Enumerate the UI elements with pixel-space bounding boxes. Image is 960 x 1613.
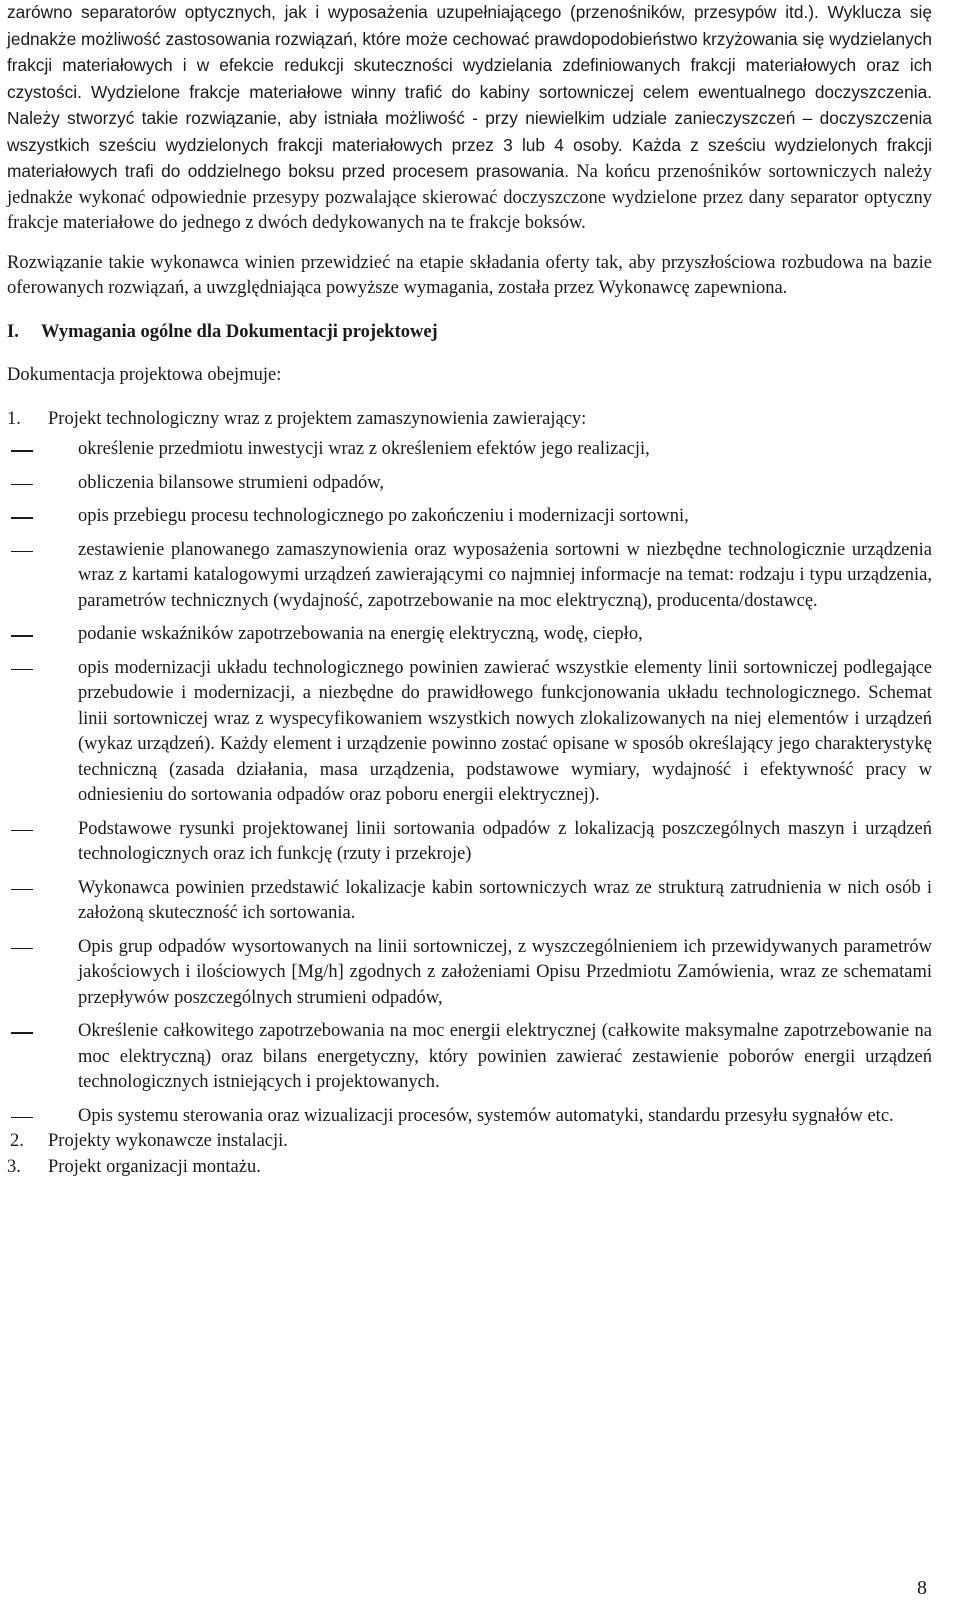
paragraph-2: Rozwiązanie takie wykonawca winien przewidzieć na etapie składania oferty tak, aby przyszłościowa rozbudowa na bazie oferowanych rozwiązań, a uwzględniająca powyższe wymagania, została przez Wykonawcę zapewniona. <box>7 252 932 298</box>
bullet-item <box>7 437 932 463</box>
section-heading-number: I. <box>7 321 19 342</box>
bullet-item <box>7 656 932 809</box>
bullet-text: obliczenia bilansowe strumieni odpadów, <box>78 472 385 493</box>
page-number: 8 <box>917 1577 927 1599</box>
bullet-text: opis modernizacji układu technologicznego powinien zawierać wszystkie elementy linii sortowniczej podlegające przebudowie i modernizacji, a niezbędne do prawidłowego funkcjonowania układu technologicznego. Schemat linii sortowniczej wraz z wyspecyfikowaniem wszystkich nowych zlokalizowanych na niej elementów i urządzeń (wykaz urządzeń). Każdy element i urządzenie powinno zostać opisane w sposób określający jego charakterystykę techniczną (zasada działania, masa urządzenia, podstawowe wymiary, wydajność i efektywność pracy w odniesieniu do sortowania odpadów oraz poboru energii elektrycznej). <box>78 657 932 805</box>
intro-paragraph <box>7 0 932 237</box>
section-heading <box>7 320 932 346</box>
bullet-text: podanie wskaźników zapotrzebowania na energię elektryczną, wodę, ciepło, <box>78 624 643 644</box>
list-item-2 <box>10 1129 932 1155</box>
list-item-text: Projekty wykonawcze instalacji. <box>48 1131 288 1151</box>
bullet-text: zestawienie planowanego zamaszynowienia oraz wyposażenia sortowni w niezbędne technologicznie urządzenia wraz z kartami katalogowymi urządzeń zawierającymi co najmniej informacje na temat: rodzaju i typu urządzenia, parametrów technicznych (wydajność, zapotrzebowanie na moc elektryczną), producenta/dostawcę. <box>78 539 932 611</box>
bullet-item <box>7 622 932 648</box>
bullet-item <box>7 471 932 497</box>
dash-bullet-icon <box>11 1032 33 1034</box>
dash-bullet-icon <box>11 517 33 519</box>
dash-bullet-icon <box>11 450 33 452</box>
list-item-1 <box>7 407 932 433</box>
dash-bullet-icon <box>11 484 33 486</box>
bullet-text: Opis grup odpadów wysortowanych na linii sortowniczej, z wyszczególnieniem ich przewidywanych parametrów jakościowych i ilościowych [Mg/h] zgodnych z założeniami Opisu Przedmiotu Zamówienia, wraz ze schematami przepływów poszczególnych strumieni odpadów, <box>78 936 932 1008</box>
section-heading-title: Wymagania ogólne dla Dokumentacji projektowej <box>41 321 438 342</box>
list-item-number: 3. <box>7 1156 21 1177</box>
list-item-3 <box>7 1155 932 1181</box>
bullet-text: Opis systemu sterowania oraz wizualizacji procesów, systemów automatyki, standardu przesyłu sygnałów etc. <box>78 1105 894 1126</box>
intro-paragraph-part2: Na końcu przenośników sortowniczych należy jednakże wykonać odpowiednie przesypy pozwalające skierować doczyszczone wydzielone przez dany separator optyczny frakcje materiałowe do jednego z dwóch dedykowanych na te frakcje boksów. <box>7 162 932 233</box>
bullet-item <box>7 1104 932 1130</box>
document-page <box>7 0 932 1180</box>
bullet-text: Podstawowe rysunki projektowanej linii sortowania odpadów z lokalizacją poszczególnych maszyn i urządzeń technologicznych oraz ich funkcję (rzuty i przekroje) <box>78 818 932 864</box>
list-item-text: Projekt organizacji montażu. <box>48 1156 261 1177</box>
dash-bullet-icon <box>11 889 33 891</box>
dash-bullet-icon <box>11 830 33 832</box>
bullet-text: Wykonawca powinien przedstawić lokalizacje kabin sortowniczych wraz ze strukturą zatrudnienia w nich osób i założoną skuteczność ich sortowania. <box>78 877 932 923</box>
bullet-text: określenie przedmiotu inwestycji wraz z określeniem efektów jego realizacji, <box>78 439 650 459</box>
intro-paragraph-part1: zarówno separatorów optycznych, jak i wyposażenia uzupełniającego (przenośników, przesypów itd.). Wyklucza się jednakże możliwość zastosowania rozwiązań, które może cechować prawdopodobieństwo krzyżowania się wydzielanych frakcji materiałowych i w efekcie redukcji skuteczności wydzielania zdefiniowanych frakcji materiałowych oraz ich czystości. Wydzielone frakcje materiałowe winny trafić do kabiny sortowniczej celem ewentualnego doczyszczenia. Należy stworzyć takie rozwiązanie, aby istniała możliwość - przy niewielkim udziale zanieczyszczeń – doczyszczenia wszystkich sześciu wydzielonych frakcji materiałowych przez 3 lub 4 osoby. Każda z sześciu wydzielonych frakcji materiałowych trafi do oddzielnego boksu przed procesem prasowania. <box>7 2 932 181</box>
dash-bullet-icon <box>11 1117 33 1119</box>
bullet-text: Określenie całkowitego zapotrzebowania na moc energii elektrycznej (całkowite maksymalne zapotrzebowanie na moc elektryczną) oraz bilans energetyczny, który powinien zawierać zestawienie poborów energii urządzeń technologicznych istniejących i projektowanych. <box>78 1021 932 1092</box>
dash-bullet-icon <box>11 551 33 553</box>
bullet-item <box>7 504 932 530</box>
bullet-item <box>7 817 932 868</box>
section-intro: Dokumentacja projektowa obejmuje: <box>7 365 282 385</box>
bullet-item <box>7 1019 932 1096</box>
bullet-text: opis przebiegu procesu technologicznego po zakończeniu i modernizacji sortowni, <box>78 506 689 526</box>
bullet-list <box>7 437 932 1129</box>
list-item-number: 1. <box>7 408 21 429</box>
bullet-item <box>7 935 932 1012</box>
bullet-item <box>7 538 932 615</box>
list-item-number: 2. <box>10 1131 24 1151</box>
dash-bullet-icon <box>11 669 33 671</box>
list-item-text: Projekt technologiczny wraz z projektem zamaszynowienia zawierający: <box>48 408 587 429</box>
dash-bullet-icon <box>11 635 33 637</box>
bullet-item <box>7 876 932 927</box>
dash-bullet-icon <box>11 948 33 950</box>
